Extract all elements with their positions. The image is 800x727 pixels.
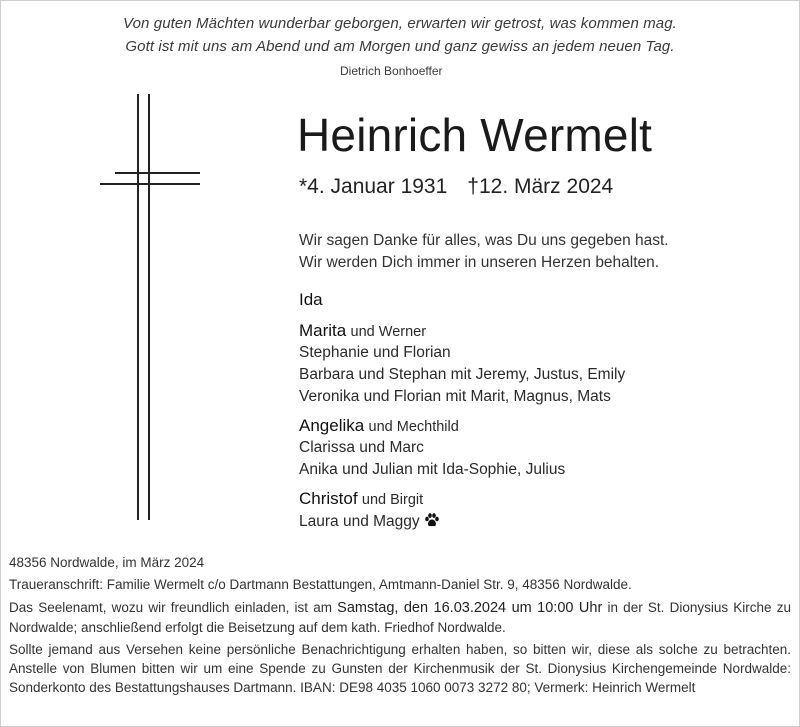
child-angelika: Angelika und Mechthild [299, 416, 459, 435]
service-info: Das Seelenamt, wozu wir freundlich einladen, ist am Samstag, den 16.03.2024 um 10:00 Uhr in der St. Dionysius Kirche zu Nordwalde; anschließend erfolgt die Beisetzung auf dem kath. Friedhof Nordwalde. [9, 600, 791, 635]
quote-line-1: Von guten Mächten wunderbar geborgen, erwarten wir getrost, was kommen mag. [123, 15, 677, 32]
thanks-line-1: Wir sagen Danke für alles, was Du uns gegeben hast. [299, 232, 669, 249]
life-dates [299, 175, 613, 199]
mourning-address: Traueranschrift: Familie Wermelt c/o Dartmann Bestattungen, Amtmann-Daniel Str. 9, 48356 Nordwalde. [9, 577, 632, 592]
paw-print-icon [424, 512, 440, 533]
child-christof: Christof und Birgit [299, 489, 424, 508]
spouse-name: Ida [299, 290, 323, 309]
thanks-line-2: Wir werden Dich immer in unseren Herzen behalten. [299, 254, 660, 271]
grandchild-line: Anika und Julian mit Ida-Sophie, Julius [299, 461, 566, 478]
grandchild-line: Barbara und Stephan mit Jeremy, Justus, Emily [299, 366, 626, 383]
grandchild-line: Veronika und Florian mit Marit, Magnus, Mats [299, 388, 611, 405]
dagger-icon: † [467, 175, 479, 198]
birth-date: *4. Januar 1931 [299, 175, 448, 198]
grandchild-line: Stephanie und Florian [299, 344, 451, 361]
quote-line-2: Gott ist mit uns am Abend und am Morgen und ganz gewiss an jedem neuen Tag. [125, 38, 675, 55]
grandchild-line: Laura und Maggy [299, 512, 440, 533]
quote-author: Dietrich Bonhoeffer [340, 64, 443, 78]
death-date: 12. März 2024 [478, 175, 614, 198]
place-date: 48356 Nordwalde, im März 2024 [9, 555, 205, 570]
grandchild-line: Clarissa und Marc [299, 439, 424, 456]
notice-text: Sollte jemand aus Versehen keine persönliche Benachrichtigung erhalten haben, so bitten wir, diese als solche zu betrachten. Anstelle von Blumen bitten wir um eine Spende zu Gunsten der Kirchenmusik der St. Dionysius Kirchengemeinde Nordwalde: Sonderkonto des Bestattungshauses Dartmann. IBAN: DE98 4035 1060 0073 3272 80; Vermerk: Heinrich Wermelt [9, 642, 791, 695]
deceased-name: Heinrich Wermelt [297, 109, 653, 161]
child-marita: Marita und Werner [299, 321, 427, 340]
